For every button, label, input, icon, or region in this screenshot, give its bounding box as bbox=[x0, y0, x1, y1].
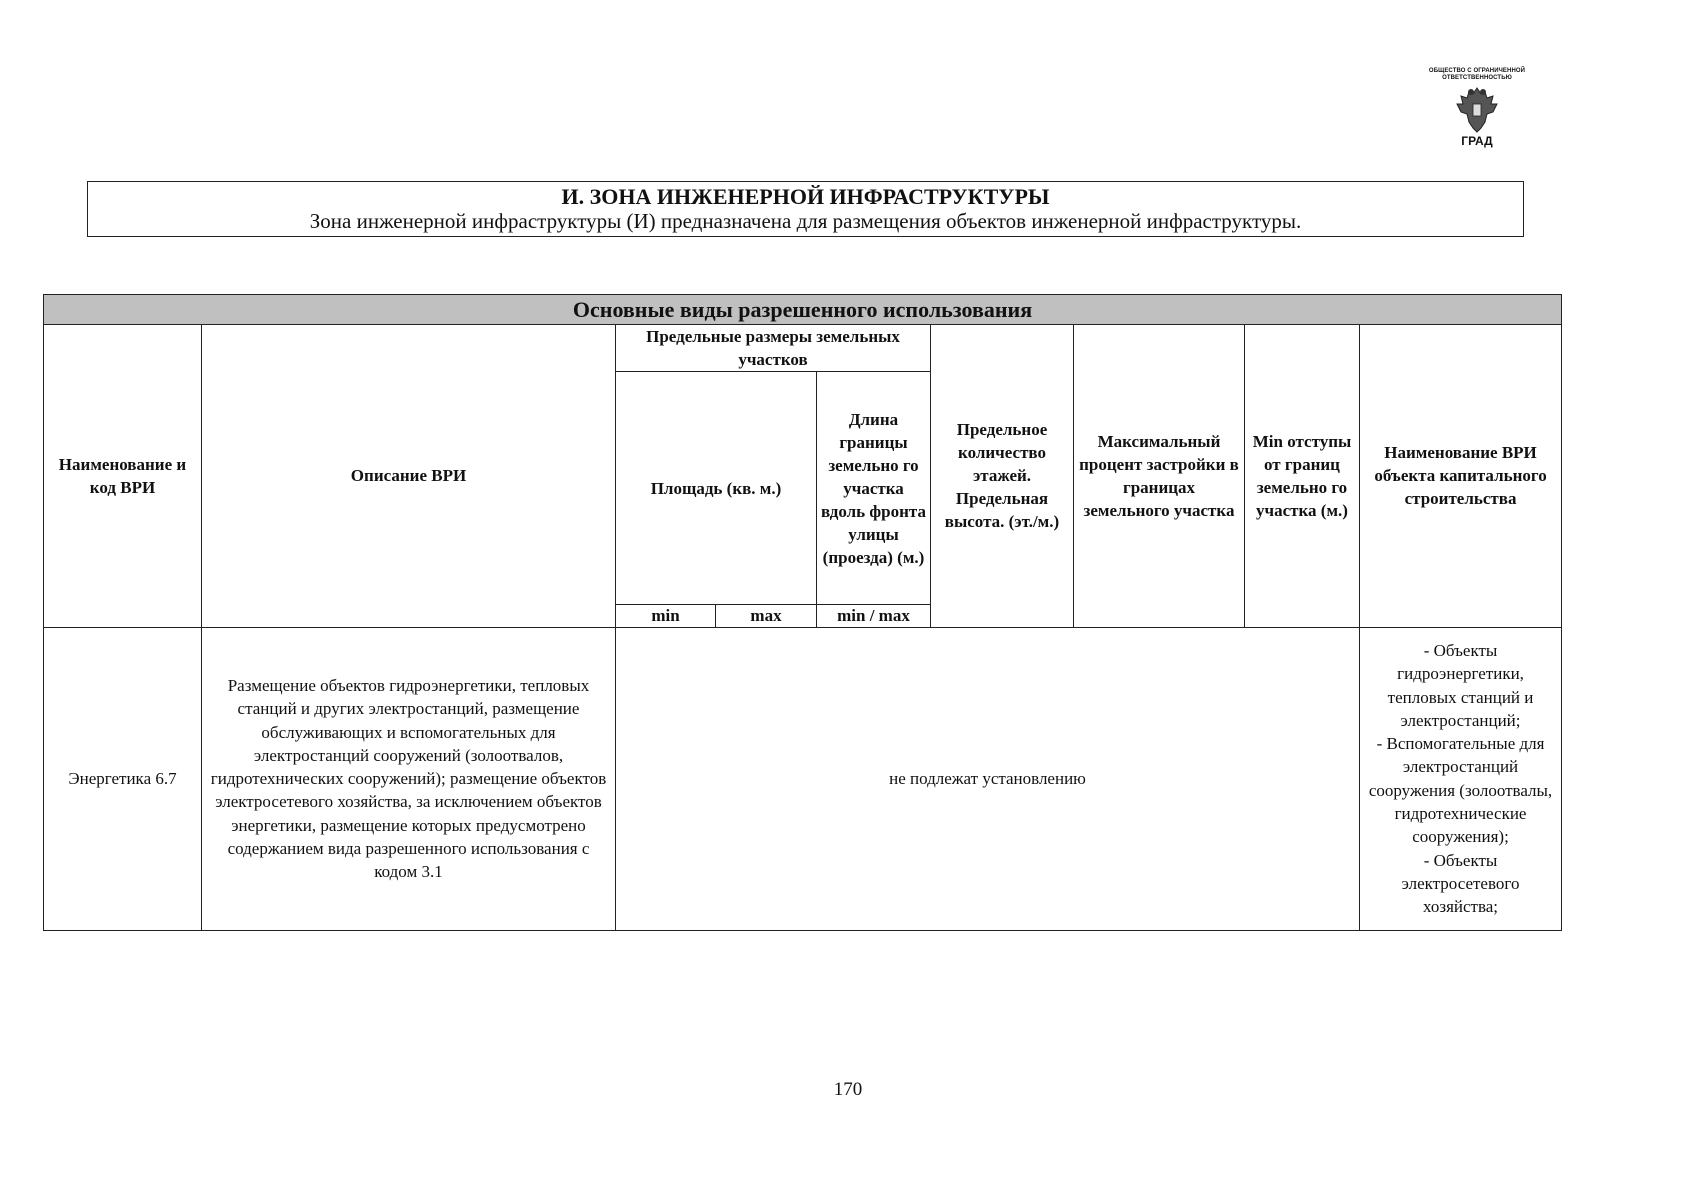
row-capital-object: - Объекты гидроэнергетики, тепловых станций и электростанций; - Вспомогательные для электростанций сооружения (золоотвалы, гидротехнические сооружения); - Объекты электросетевого хозяйства; bbox=[1360, 627, 1562, 931]
table-band-title: Основные виды разрешенного использования bbox=[44, 295, 1562, 325]
eagle-emblem-icon bbox=[1451, 84, 1503, 134]
page-number: 170 bbox=[833, 1079, 863, 1100]
subheader-area-max: max bbox=[716, 605, 817, 627]
header-name-code: Наименование и код ВРИ bbox=[44, 325, 202, 627]
company-logo bbox=[1394, 68, 1560, 156]
header-plot-sizes: Предельные размеры земельных участков bbox=[616, 325, 931, 372]
table-row bbox=[44, 627, 1562, 931]
row-description: Размещение объектов гидроэнергетики, тепловых станций и других электростанций, размещение обслуживающих и вспомогательных для электростанций сооружений (золоотвалов, гидротехнических сооружений); размещение объектов электросетевого хозяйства, за исключением объектов энергетики, размещение которых предусмотрено содержанием вида разрешенного использования с кодом 3.1 bbox=[202, 627, 616, 931]
header-floors: Предельное количество этажей. Предельная высота. (эт./м.) bbox=[931, 325, 1074, 627]
header-area: Площадь (кв. м.) bbox=[616, 372, 817, 605]
header-capital-object: Наименование ВРИ объекта капитального строительства bbox=[1360, 325, 1562, 627]
zone-description: Зона инженерной инфраструктуры (И) предназначена для размещения объектов инженерной инфраструктуры. bbox=[309, 209, 1302, 233]
logo-org-form: ОБЩЕСТВО С ОГРАНИЧЕННОЙ ОТВЕТСТВЕННОСТЬЮ bbox=[1428, 68, 1526, 81]
subheader-length-min-max: min / max bbox=[817, 605, 931, 627]
permitted-use-table bbox=[43, 294, 1562, 931]
header-description: Описание ВРИ bbox=[202, 325, 616, 627]
zone-title: И. ЗОНА ИНЖЕНЕРНОЙ ИНФРАСТРУКТУРЫ bbox=[561, 184, 1050, 209]
header-min-setback: Min отступы от границ земельно го участка (м.) bbox=[1245, 325, 1360, 627]
header-boundary-length: Длина границы земельно го участка вдоль фронта улицы (проезда) (м.) bbox=[817, 372, 931, 605]
header-max-percent: Максимальный процент застройки в границах земельного участка bbox=[1074, 325, 1245, 627]
row-parameters: не подлежат установлению bbox=[616, 627, 1360, 931]
subheader-area-min: min bbox=[616, 605, 716, 627]
row-name-code: Энергетика 6.7 bbox=[44, 627, 202, 931]
logo-company-name: ГРАД bbox=[1461, 134, 1493, 148]
zone-header bbox=[87, 181, 1524, 237]
